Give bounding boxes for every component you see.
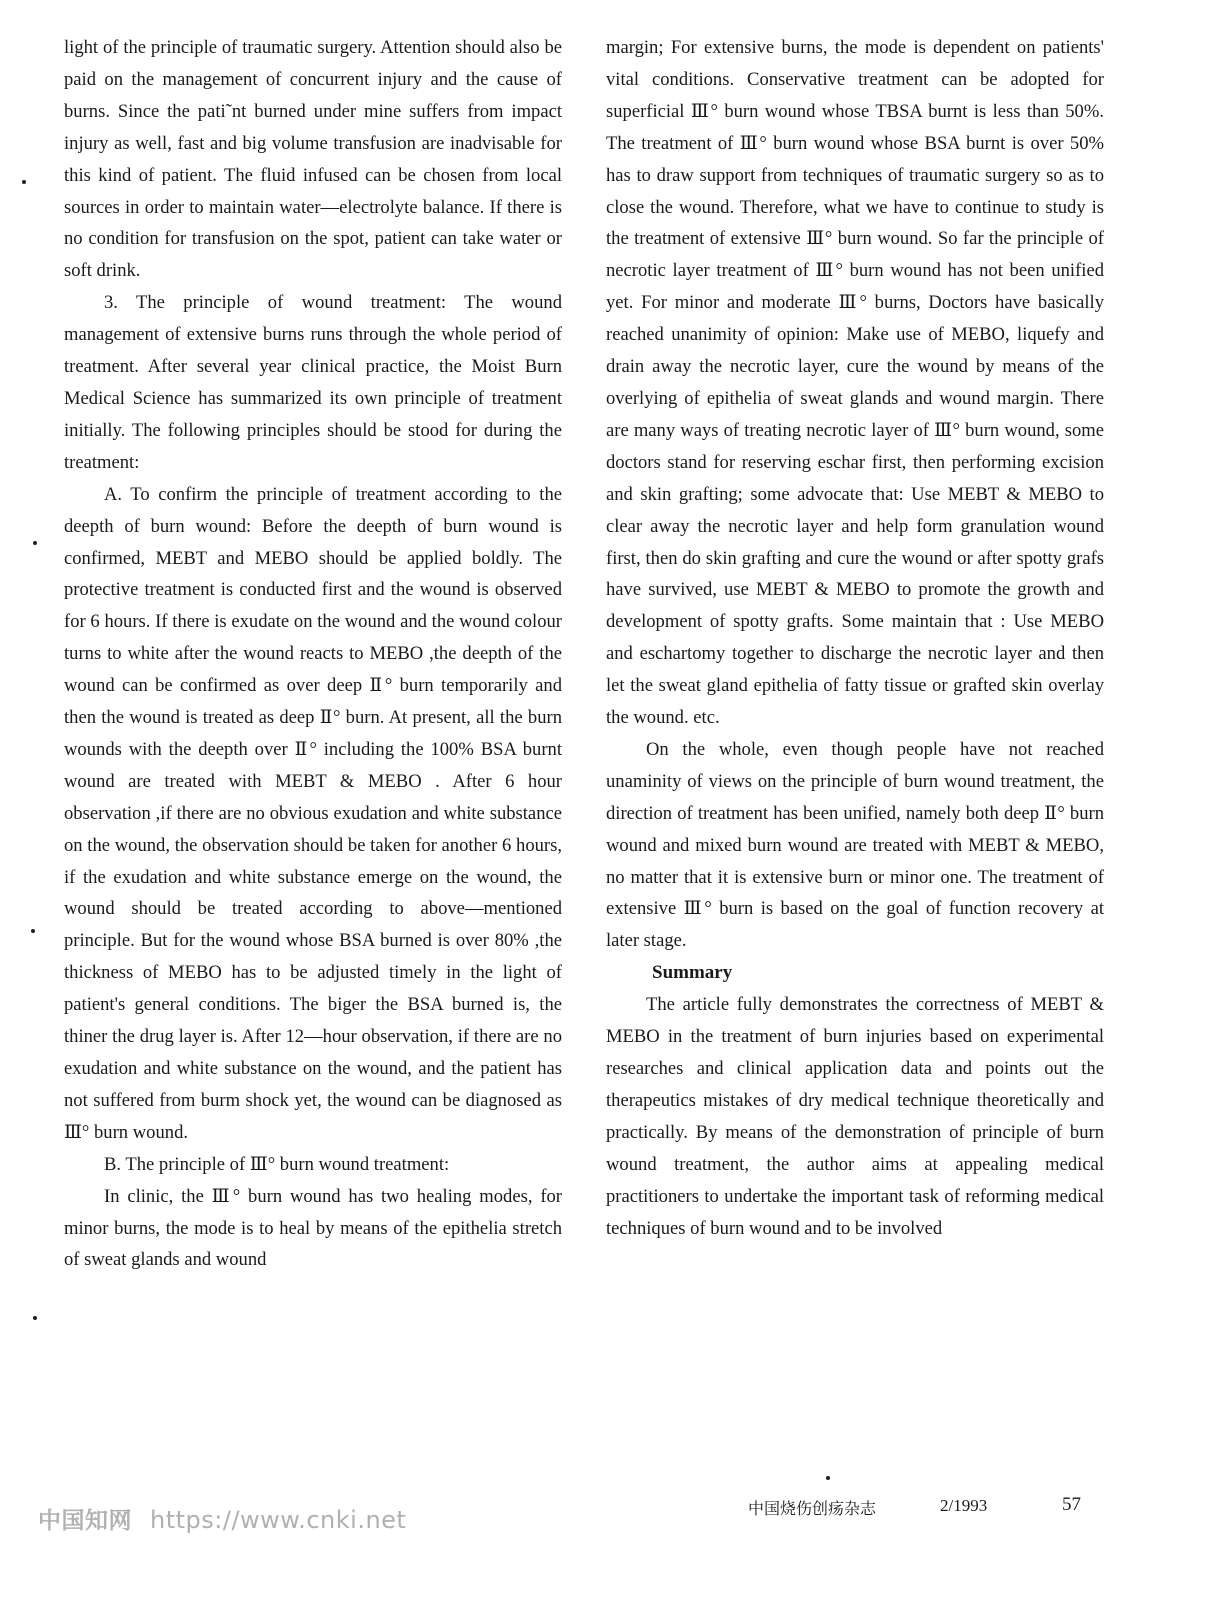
right-paragraph-1: margin; For extensive burns, the mode is dependent on patients' vital conditions. Conservative treatment can be adopted for superficial Ⅲ° burn wound whose TBSA burnt is less than 50%. The treatment of Ⅲ° burn wound whose BSA burnt is over 50% has to draw support from techniques of traumatic surgery so as to close the wound. Therefore, what we have to continue to study is the treatment of extensive Ⅲ° burn wound. So far the principle of necrotic layer treatment of Ⅲ° burn wound has not been unified yet. For minor and moderate Ⅲ° burns, Doctors have basically reached unanimity of opinion: Make use of MEBO, liquefy and drain away the necrotic layer, cure the wound by means of the overlying of epithelia of sweat glands and wound margin. There are many ways of treating necrotic layer of Ⅲ° burn wound, some doctors stand for reserving eschar first, then performing excision and skin grafting; some advocate that: Use MEBT & MEBO to clear away the necrotic layer and help form granulation wound first, then do skin grafting and cure the wound or after spotty grafs have survived, use MEBT & MEBO to promote the growth and development of spotty grafts. Some maintain that : Use MEBO and eschartomy together to discharge the necrotic layer and then let the sweat gland epithelia of fatty tissue or grafted skin overlay the wound. etc. — [606, 37, 1104, 729]
left-column — [64, 32, 562, 1276]
cnki-watermark — [38, 1502, 406, 1535]
journal-name: 中国烧伤创疡杂志 — [748, 1499, 877, 1518]
left-paragraph-5: In clinic, the Ⅲ° burn wound has two healing modes, for minor burns, the mode is to heal by means of the epithelia stretch of sweat glands and wound — [64, 1185, 562, 1271]
left-paragraph-2: 3. The principle of wound treatment: The wound management of extensive burns runs through the whole period of treatment. After several year clinical practice, the Moist Burn Medical Science has summarized its own principle of treatment initially. The following principles should be stood for during the treatment: — [64, 292, 562, 473]
watermark-url: https://www.cnki.net — [150, 1506, 407, 1534]
summary-paragraph: The article fully demonstrates the correctness of MEBT & MEBO in the treatment of burn injuries based on experimental researches and clinical application data and points out the therapeutics mistakes of dry medical technique theoretically and practically. By means of the demonstration of principle of burn wound treatment, the author aims at appealing medical practitioners to undertake the important task of reforming medical techniques of burn wound and to be involved — [606, 994, 1104, 1239]
summary-heading: Summary — [652, 962, 733, 984]
issue-number: 2/1993 — [940, 1496, 988, 1515]
page-number: 57 — [1062, 1494, 1081, 1515]
scan-speck — [33, 1316, 37, 1320]
scan-speck — [826, 1476, 830, 1480]
left-paragraph-1: light of the principle of traumatic surgery. Attention should also be paid on the management of concurrent injury and the cause of burns. Since the pati˜nt burned under mine suffers from impact injury as well, fast and big volume transfusion are inadvisable for this kind of patient. The fluid infused can be chosen from local sources in order to maintain water—electrolyte balance. If there is no condition for transfusion on the spot, patient can take water or soft drink. — [64, 37, 562, 282]
watermark-name: 中国知网 — [38, 1508, 132, 1534]
right-column — [606, 32, 1104, 1244]
left-paragraph-3: A. To confirm the principle of treatment according to the deepth of burn wound: Before the deepth of burn wound is confirmed, MEBT and MEBO should be applied boldly. The protective treatment is conducted first and the wound is observed for 6 hours. If there is exudate on the wound and the wound colour turns to white after the wound reacts to MEBO ,the deepth of the wound can be confirmed as over deep Ⅱ° burn temporarily and then the wound is treated as deep Ⅱ° burn. At present, all the burn wounds with the deepth over Ⅱ° including the 100% BSA burnt wound are treated with MEBT & MEBO . After 6 hour observation ,if there are no obvious exudation and white substance on the wound, the observation should be taken for another 6 hours, if the exudation and white substance emerge on the wound, the wound should be treated according to above—mentioned principle. But for the wound whose BSA burned is over 80% ,the thickness of MEBO has to be adjusted timely in the light of patient's general conditions. The biger the BSA burned is, the thiner the drug layer is. After 12—hour observation, if there are no exudation and white substance on the wound, and the patient has not suffered from burm shock yet, the wound can be diagnosed as Ⅲ° burn wound. — [64, 483, 562, 1143]
right-paragraph-2: On the whole, even though people have not reached unaminity of views on the principle of burn wound treatment, the direction of treatment has been unified, namely both deep Ⅱ° burn wound and mixed burn wound are treated with MEBT & MEBO, no matter that it is extensive burn or minor one. The treatment of extensive Ⅲ° burn is based on the goal of function recovery at later stage. — [606, 738, 1104, 952]
scan-speck — [22, 180, 26, 184]
left-paragraph-4: B. The principle of Ⅲ° burn wound treatment: — [104, 1153, 450, 1175]
scan-speck — [31, 929, 35, 933]
scan-speck — [33, 541, 37, 545]
